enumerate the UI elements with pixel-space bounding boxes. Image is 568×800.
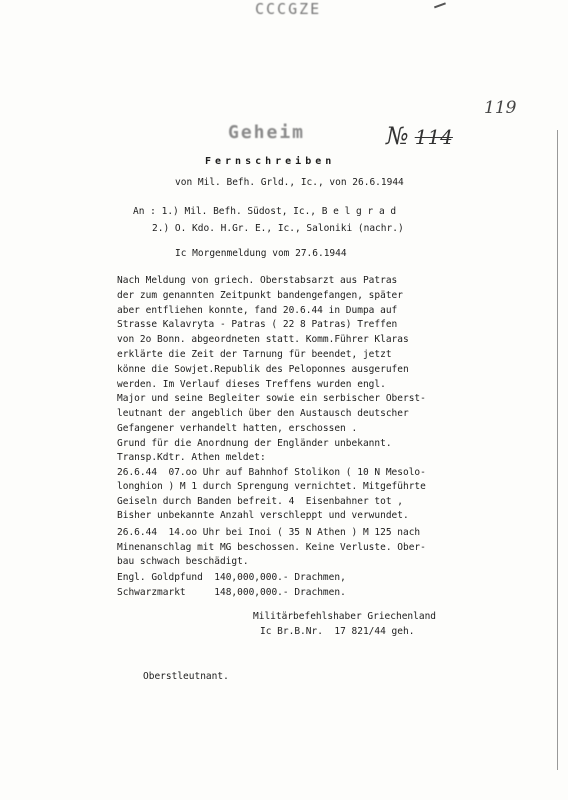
text-line: könne die Sowjet.Republik des Peloponnes ausgerufen [117, 363, 409, 375]
text-line: der zum genannten Zeitpunkt bandengefangen, später [117, 289, 403, 301]
page-edge-line [557, 130, 558, 770]
addressee-2: 2.) O. Kdo. H.Gr. E., Ic., Saloniki (nachr.) [152, 223, 404, 234]
reference-line: Ic Morgenmeldung vom 27.6.1944 [175, 248, 347, 259]
number-prefix: № [386, 122, 409, 150]
classification-stamp: Geheim [228, 122, 306, 143]
sender-line: von Mil. Befh. Grld., Ic., von 26.6.1944 [175, 177, 404, 188]
document-title: Fernschreiben [205, 156, 336, 167]
document-number: 114 [414, 125, 453, 149]
text-line: aber entfliehen konnte, fand 20.6.44 in Dumpa auf [117, 304, 398, 316]
text-line: 26.6.44 14.oo Uhr bei Inoi ( 35 N Athen ) M 125 nach [117, 527, 421, 538]
text-line: leutnant der angeblich über den Austausch deutscher [117, 408, 409, 420]
rate-value: 140,000,000.- Drachmen, [214, 572, 346, 583]
gold-rate-row [117, 570, 346, 585]
text-line: 26.6.44 07.oo Uhr auf Bahnhof Stolikon ( 10 N Mesolo- [117, 466, 426, 478]
closing-rank: Oberstleutnant. [143, 671, 229, 682]
document-number-stamp [386, 122, 453, 150]
top-smudge-text: CCCGZE [255, 0, 322, 18]
text-line: Strasse Kalavryta - Patras ( 22 8 Patras) Treffen [117, 319, 398, 331]
text-line: Grund für die Anordnung der Engländer unbekannt. [117, 437, 392, 449]
text-line: Transp.Kdtr. Athen meldet: [117, 452, 266, 463]
text-line: werden. Im Verlauf dieses Treffens wurden engl. [117, 378, 386, 390]
rate-value: 148,000,000.- Drachmen. [214, 587, 346, 598]
transport-report [117, 451, 426, 524]
text-line: Geiseln durch Banden befreit. 4 Eisenbahner tot , [117, 495, 403, 507]
folio-number: 119 [484, 98, 517, 118]
text-line: Major und seine Begleiter sowie ein serbischer Oberst- [117, 393, 426, 405]
text-line: von 2o Bonn. abgeordneten statt. Komm.Führer Klaras [117, 334, 409, 346]
text-line: longhion ) M 1 durch Sprengung vernichtet. Mitgeführte [117, 481, 426, 493]
text-line: Minenanschlag mit MG beschossen. Keine Verluste. Ober- [117, 541, 426, 553]
report-paragraph-1 [117, 274, 426, 452]
signature-authority: Militärbefehlshaber Griechenland [253, 611, 437, 622]
text-line: Gefangener verhandelt hatten, erschossen . [117, 422, 358, 434]
gold-rates [117, 570, 346, 600]
addressee-1: An : 1.) Mil. Befh. Südost, Ic., B e l g r a d [133, 206, 397, 217]
gold-rate-row [117, 585, 346, 600]
text-line: bau schwach beschädigt. [117, 556, 249, 568]
mine-attack-report [117, 526, 426, 570]
text-line: Nach Meldung von griech. Oberstabsarzt aus Patras [117, 275, 398, 286]
text-line: erklärte die Zeit der Tarnung für beendet, jetzt [117, 348, 392, 360]
text-line: Bisher unbekannte Anzahl verschleppt und verwundet. [117, 510, 409, 522]
rate-label: Schwarzmarkt [117, 587, 186, 598]
rate-label: Engl. Goldpfund [117, 572, 203, 583]
signature-reference: Ic Br.B.Nr. 17 821/44 geh. [260, 626, 415, 637]
corner-mark [434, 2, 450, 19]
